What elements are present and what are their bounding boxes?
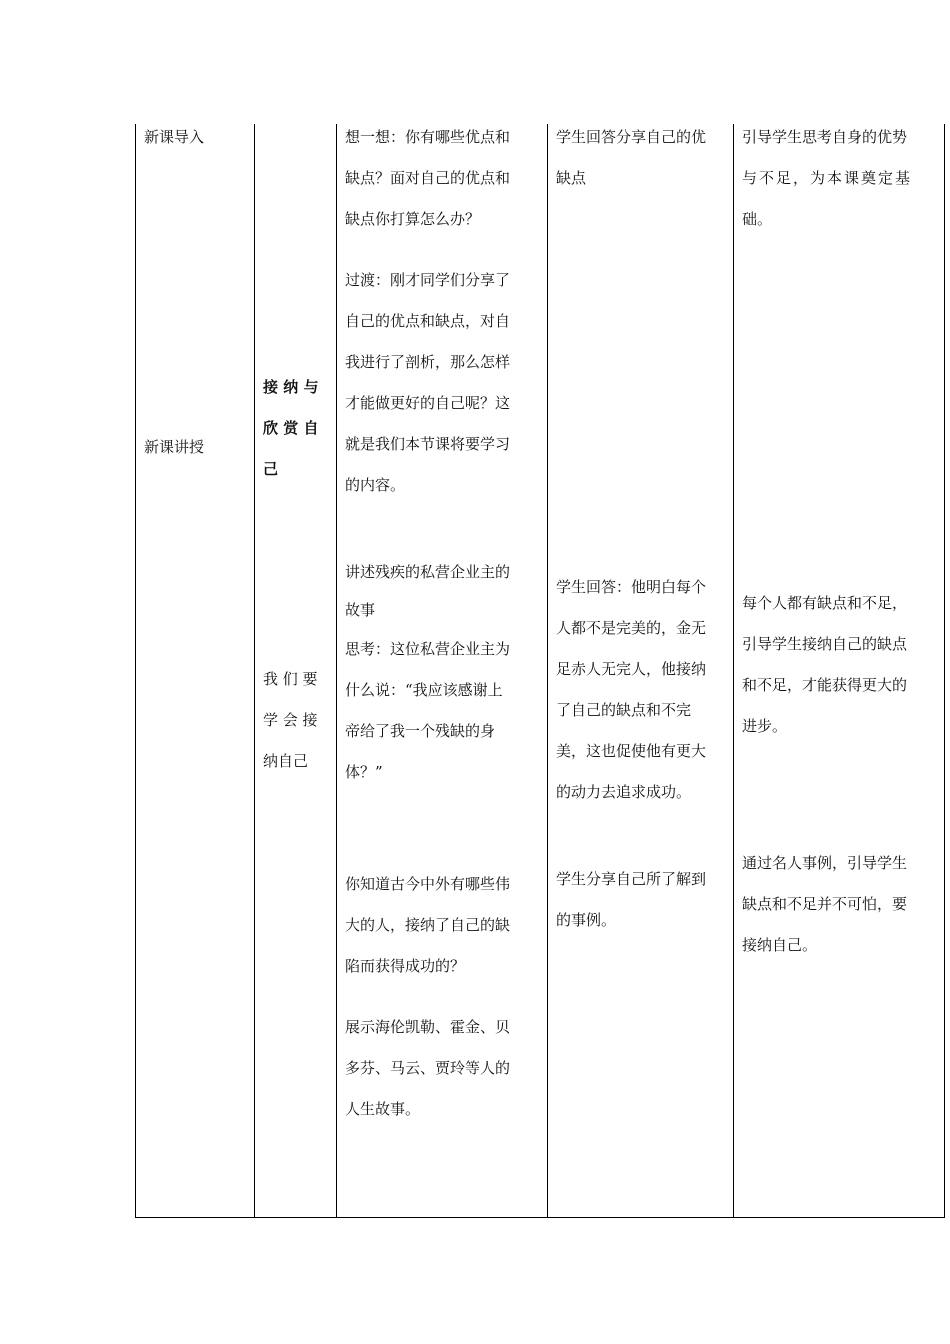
text-line: 什么说：“我应该感谢上 — [345, 681, 503, 699]
column-divider — [547, 124, 548, 1217]
text-line: 的内容。 — [345, 476, 406, 494]
topic-line: 纳自己 — [263, 752, 309, 770]
intent-accept-flaws — [742, 583, 907, 747]
text-line: 故事 — [345, 601, 376, 619]
text-line: 缺点？面对自己的优点和 — [345, 169, 511, 187]
text-line: 过渡：刚才同学们分享了 — [345, 271, 511, 289]
text-line: 接纳自己。 — [742, 936, 818, 954]
intent-famous-examples — [742, 843, 907, 966]
column-divider — [336, 124, 337, 1217]
text-line: 你知道古今中外有哪些伟 — [345, 875, 511, 893]
text-line: 的事例。 — [556, 911, 617, 929]
topic-line: 接 纳 与 — [263, 378, 319, 396]
text-line: 自己的优点和缺点，对自 — [345, 312, 511, 330]
text-line: 讲述残疾的私营企业主的 — [345, 563, 511, 581]
text-line: 础。 — [742, 210, 773, 228]
text-line: 展示海伦凯勒、霍金、贝 — [345, 1018, 511, 1036]
text-line: 学生回答：他明白每个 — [556, 578, 707, 596]
teacher-show-stories — [345, 1007, 510, 1130]
text-line: 人都不是完美的，金无 — [556, 619, 707, 637]
text-line: 才能做更好的自己呢？这 — [345, 394, 511, 412]
text-line: 了自己的缺点和不完 — [556, 701, 692, 719]
column-divider — [254, 124, 255, 1217]
column-divider — [944, 124, 945, 1217]
stage-intro-label: 新课导入 — [144, 128, 205, 146]
topic-line: 欣 赏 自 — [263, 419, 319, 437]
student-share-examples — [556, 859, 706, 941]
text-line: 想一想：你有哪些优点和 — [345, 128, 511, 146]
text-line: 进步。 — [742, 717, 788, 735]
text-line: 每个人都有缺点和不足， — [742, 594, 908, 612]
text-line: 足赤人无完人，他接纳 — [556, 660, 707, 678]
column-divider — [733, 124, 734, 1217]
teacher-transition — [345, 260, 510, 506]
text-line: 美，这也促使他有更大 — [556, 742, 707, 760]
text-line: 体？” — [345, 763, 383, 781]
text-line: 思考：这位私营企业主为 — [345, 640, 511, 658]
stage-lecture-label: 新课讲授 — [144, 438, 205, 456]
teacher-story — [345, 552, 510, 628]
text-line: 学生回答分享自己的优 — [556, 128, 707, 146]
text-line: 引导学生思考自身的优势 — [742, 128, 908, 146]
topic-line: 己 — [263, 460, 279, 478]
text-line: 缺点你打算怎么办？ — [345, 210, 481, 228]
text-line: 的动力去追求成功。 — [556, 783, 692, 801]
teacher-famous-question — [345, 864, 510, 987]
text-line: 学生分享自己所了解到 — [556, 870, 707, 888]
text-line: 帝给了我一个残缺的身 — [345, 722, 496, 740]
text-line: 多芬、马云、贾玲等人的 — [345, 1059, 511, 1077]
text-line: 缺点 — [556, 169, 587, 187]
text-line: 陷而获得成功的？ — [345, 957, 466, 975]
student-story-answer — [556, 567, 706, 813]
text-line: 和不足，才能获得更大的 — [742, 676, 908, 694]
student-share-answer — [556, 117, 706, 199]
topic-line: 我 们 要 — [263, 670, 318, 688]
intent-think-strengths — [742, 117, 912, 240]
text-line: 就是我们本节课将要学习 — [345, 435, 511, 453]
text-line: 通过名人事例，引导学生 — [742, 854, 908, 872]
teacher-question — [345, 629, 510, 793]
text-line: 人生故事。 — [345, 1100, 421, 1118]
topic-accept-appreciate — [263, 367, 318, 490]
topic-accept-self — [263, 659, 318, 782]
topic-line: 学 会 接 — [263, 711, 318, 729]
text-line: 引导学生接纳自己的缺点 — [742, 635, 908, 653]
text-line: 缺点和不足并不可怕，要 — [742, 895, 908, 913]
text-line: 我进行了剖析，那么怎样 — [345, 353, 511, 371]
text-line: 大的人，接纳了自己的缺 — [345, 916, 511, 934]
teacher-think-prompt — [345, 117, 510, 240]
text-line: 与不足，为本课奠定基 — [742, 169, 913, 187]
